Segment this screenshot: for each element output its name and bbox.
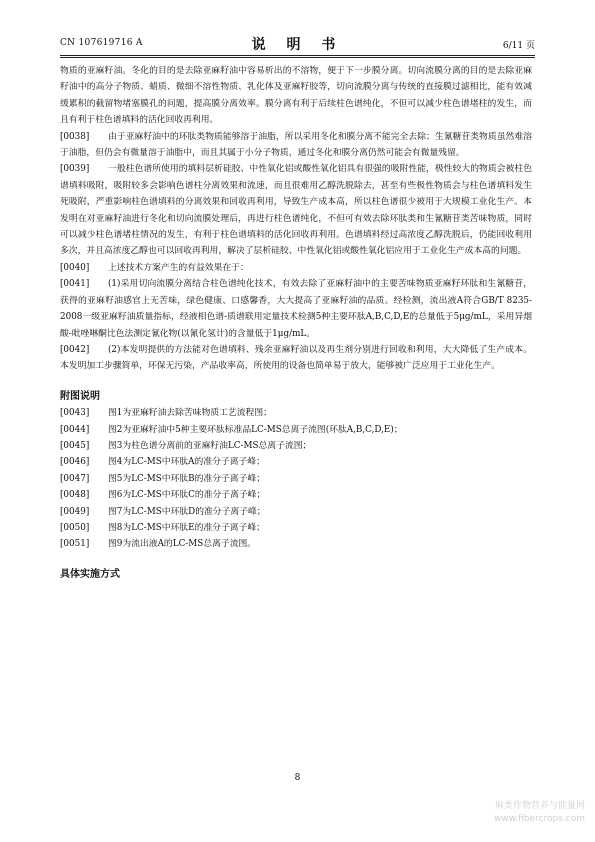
- figure-text: 图7为LC-MS中环肽D的准分子离子峰；: [108, 506, 266, 517]
- paragraph-text: (1)采用切向流膜分离结合柱色谱纯化技术，有效去除了亚麻籽油中的主要苦味物质亚麻籽环肽和生氰糖苷，获得的亚麻籽油感官上无苦味，绿色健康、口感馨香，大大提高了亚麻籽油的品质。经检测，流出液A符合GB/T 8235-2008一级亚麻籽油质量指标，经液相色谱-质谱联用定量技术检测5种主要环肽A,B,C,D,E的总量低于5μg/mL，采用异烟酸-吡唑啉酮比色法测定氰化物(以氰化氢计)的含量低于1μg/mL。: [60, 279, 532, 339]
- paragraph-number: [0044]: [60, 424, 90, 435]
- page-count: 6/11 页: [502, 41, 535, 51]
- figure-text: 图5为LC-MS中环肽B的准分子离子峰；: [108, 473, 266, 484]
- paragraph-text: 上述技术方案产生的有益效果在于：: [108, 262, 249, 273]
- header-rule-thin: [60, 57, 535, 58]
- page-header: [60, 34, 535, 52]
- paragraph-number: [0048]: [60, 490, 90, 501]
- paragraph-text: (2)本发明提供的方法能对色谱填料、残余亚麻籽油以及再生剂分别进行回收和利用，大大降低了生产成本。本发明加工步骤简单，环保无污染，产品收率高，所使用的设备也简单易于放大，能够被广泛应用于工业化生产。: [60, 344, 532, 372]
- watermark-url: www.fibercrops.com: [494, 814, 585, 824]
- figure-text: 图8为LC-MS中环肽E的准分子离子峰；: [108, 522, 265, 533]
- paragraph-number: [0045]: [60, 440, 90, 451]
- document-title: 说 明 书: [251, 37, 344, 53]
- paragraph-text: 物质的亚麻籽油。冬化的目的是去除亚麻籽油中容易析出的不溶物，便于下一步膜分离。切向流膜分离的目的是去除亚麻籽油中的高分子物质、蜡质、微细不溶性物质、乳化体及亚麻籽胶等，切向流膜分离与传统的直接膜过滤相比，能有效减缓累积的截留物堵塞膜孔的问题，提高膜分离效率。膜分离有利于后续柱色谱纯化，不但可以减少柱色谱堵柱的发生，而且有利于柱色谱填料的活化回收再利用。: [60, 66, 532, 126]
- paragraph: [60, 260, 532, 276]
- section-heading-implementation: 具体实施方式: [60, 568, 120, 580]
- figure-description: [60, 405, 532, 421]
- paragraph-number: [0038]: [60, 131, 90, 142]
- figure-description: [60, 454, 532, 470]
- paragraph-number: [0042]: [60, 344, 90, 355]
- paragraph-number: [0047]: [60, 473, 90, 484]
- figure-text: 图2为亚麻籽油中5种主要环肽标准品LC-MS总离子流图(环肽A,B,C,D,E)；: [108, 424, 403, 435]
- site-watermark: [494, 800, 585, 826]
- paragraph-number: [0041]: [60, 279, 90, 290]
- paragraph: [60, 63, 532, 129]
- paragraph-text: 由于亚麻籽油中的环肽类物质能够溶于油脂，所以采用冬化和膜分离不能完全去除；生氰糖苷类物质虽然难溶于油脂，但仍会有微量溶于油脂中，而且其属于小分子物质，通过冬化和膜分离仍然可能会有微量残留。: [60, 131, 532, 159]
- figure-description: [60, 471, 532, 487]
- figure-description: [60, 536, 532, 552]
- header-rule: [60, 55, 535, 56]
- paragraph-number: [0050]: [60, 522, 90, 533]
- figure-description: [60, 504, 532, 520]
- figure-text: 图3为柱色谱分离前的亚麻籽油LC-MS总离子流图；: [108, 440, 312, 451]
- figure-description: [60, 438, 532, 454]
- paragraph: [60, 276, 532, 342]
- paragraph-text: 一般柱色谱所使用的填料层析硅胶、中性氧化铝或酸性氧化铝具有很强的吸附性能，极性较大的物质会被柱色谱填料吸附，吸附较多会影响色谱柱分离效果和流速，而且很难用乙醇洗脱除去，甚至有些极性物质会与柱色谱填料发生死吸附，严重影响柱色谱填料的分离效果和回收再利用，导致生产成本高，所以柱色谱很少被用于大规模工业化生产。本发明在对亚麻籽油进行冬化和切向流膜处理后，再进行柱色谱纯化，不但可有效去除环肽类和生氰糖苷类苦味物质，同时可以减少柱色谱堵柱情况的发生，有利于柱色谱填料的活化回收再利用。色谱填料经过高浓度乙醇洗脱后，仍能回收利用多次，并且高浓度乙醇也可以回收再利用，解决了层析硅胶、中性氧化铝或酸性氧化铝应用于工业化生产成本高的问题。: [60, 164, 532, 257]
- paragraph-number: [0040]: [60, 262, 90, 273]
- figure-text: 图4为LC-MS中环肽A的准分子离子峰；: [108, 457, 265, 468]
- figure-description: [60, 422, 532, 438]
- figure-text: 图9为流出液A的LC-MS总离子流图。: [108, 539, 257, 550]
- publication-number: CN 107619716 A: [60, 38, 143, 48]
- paragraph: [60, 161, 532, 259]
- watermark-title: 麻类作物营养与能量网: [494, 801, 585, 811]
- figure-description: [60, 487, 532, 503]
- paragraph: [60, 129, 532, 162]
- paragraph-number: [0046]: [60, 457, 90, 468]
- paragraph: [60, 342, 532, 375]
- section-heading-figures: 附图说明: [60, 390, 100, 402]
- figure-text: 图6为LC-MS中环肽C的准分子离子峰；: [108, 490, 266, 501]
- figure-description: [60, 520, 532, 536]
- paragraph-number: [0049]: [60, 506, 90, 517]
- document-body: [60, 63, 532, 583]
- paragraph-number: [0039]: [60, 164, 90, 175]
- paragraph-number: [0051]: [60, 539, 90, 550]
- figure-text: 图1为亚麻籽油去除苦味物质工艺流程图；: [108, 408, 272, 419]
- paragraph-number: [0043]: [60, 408, 90, 419]
- page-number: 8: [294, 773, 301, 783]
